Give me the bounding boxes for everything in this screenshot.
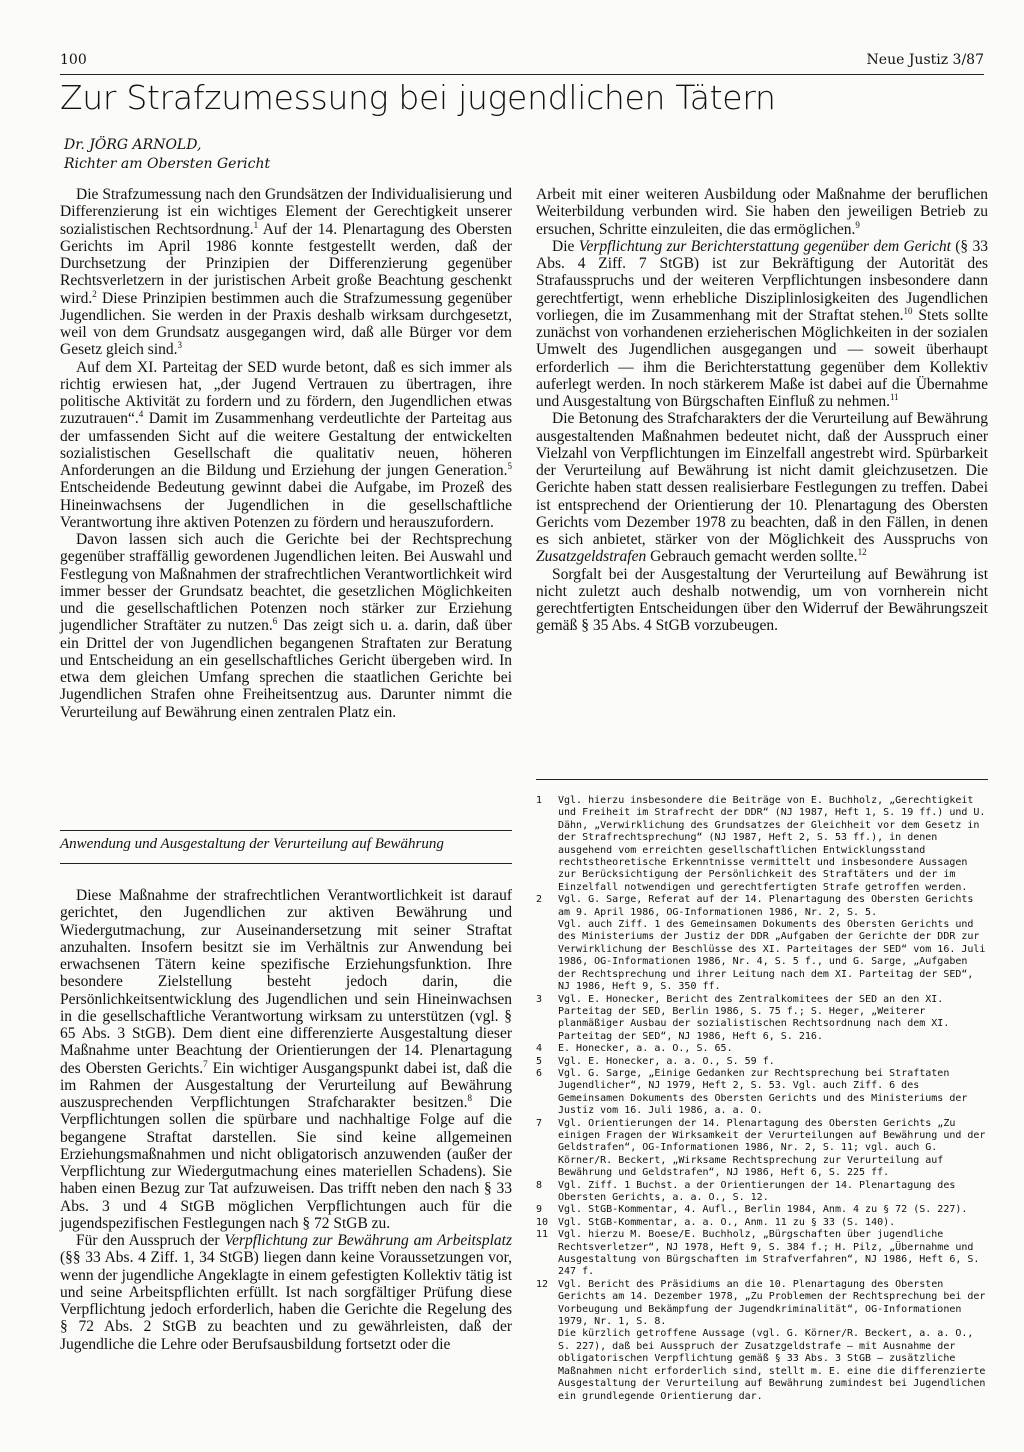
footnotes	[536, 795, 988, 1403]
header-rule	[60, 74, 984, 75]
footnote	[536, 1056, 988, 1068]
footnote-number	[536, 919, 558, 993]
article-title: Zur Strafzumessung bei jugendlichen Tätern	[60, 78, 776, 117]
footnote	[536, 1217, 988, 1229]
footnote-rule	[536, 779, 988, 780]
footnote-text: Vgl. auch Ziff. 1 des Gemeinsamen Dokuments des Obersten Gerichts und des Ministeriums der Justiz der DDR „Aufgaben der Gerichte der DDR zur Verwirklichung der Beschlüsse des XI. Parteitages der SED“ vom 16. Juli 1986, OG-Informationen 1986, Nr. 4, S. 5 f., und G. Sarge, „Aufgaben der Rechtsprechung und ihrer Leitung nach dem XI. Parteitag der SED“, NJ 1986, Heft 9, S. 350 ff.	[558, 919, 986, 993]
footnote	[536, 1068, 988, 1118]
footnote-text: Vgl. hierzu M. Boese/E. Buchholz, „Bürgschaften über jugendliche Rechtsverletzer“, NJ 1978, Heft 9, S. 384 f.; H. Pilz, „Übernahme und Ausgestaltung von Bürgschaften im Strafverfahren“, NJ 1986, Heft 6, S. 247 f.	[558, 1229, 980, 1278]
footnote	[536, 1279, 988, 1329]
footnote-number: 9	[536, 1204, 543, 1216]
footnote	[536, 994, 988, 1044]
footnote-text: E. Honecker, a. a. O., S. 65.	[558, 1043, 733, 1055]
footnote	[536, 1043, 988, 1055]
left-column-continued	[60, 887, 512, 1353]
footnote-number: 10	[536, 1216, 549, 1228]
footnote-text: Vgl. E. Honecker, Bericht des Zentralkomitees der SED an den XI. Parteitag der SED, Berlin 1986, S. 75 f.; S. Heger, „Weiterer planmäßiger Ausbau der sozialistischen Rechtsordnung nach dem XI. Parteitag der SED“, NJ 1986, Heft 6, S. 216.	[558, 993, 950, 1042]
paragraph: Diese Maßnahme der strafrechtlichen Verantwortlichkeit ist darauf gerichtet, den Jugendlichen zur aktiven Bewährung und Wiedergutmachung, zur Auseinandersetzung mit seiner Straftat anzuhalten. Insofern besitzt sie im Verhältnis zur Anwendung bei erwachsenen Tätern keine spezifische Erziehungsfunktion. Ihre besondere Zielstellung besteht jedoch darin, die Persönlichkeitsentwicklung des Jugendlichen und sein Hineinwachsen in die gesellschaftliche Verantwortung wirksam zu unterstützen (vgl. § 65 Abs. 3 StGB). Dem dient eine differenzierte Ausgestaltung dieser Maßnahme unter Beachtung der Orientierungen der 14. Plenartagung des Obersten Gerichts.$^7$ Ein wichtiger Ausgangspunkt dabei ist, daß die im Rahmen der Ausgestaltung der Verurteilung auf Bewährung auszusprechenden Verpflichtungen Strafcharakter besitzen.$^8$ Die Verpflichtungen sollen die spürbare und nachhaltige Folge auf die begangene Straftat darstellen. Sie sind keine allgemeinen Erziehungsmaßnahmen und nicht obligatorisch anzuwenden (außer der Verpflichtung zur Wiedergutmachung eines materiellen Schadens). Sie haben einen Bezug zur Tat aufzuweisen. Das trifft neben den nach § 33 Abs. 3 und 4 StGB möglichen Verpflichtungen auch für die jugendspezifischen Festlegungen nach § 72 StGB zu.	[60, 887, 512, 1232]
footnote-text: Vgl. StGB-Kommentar, 4. Aufl., Berlin 1984, Anm. 4 zu § 72 (S. 227).	[558, 1204, 968, 1216]
paragraph: Die Strafzumessung nach den Grundsätzen der Individualisierung und Differenzierung ist ein wichtiges Element der Gerechtigkeit unserer sozialistischen Rechtsordnung.$^1$ Auf der 14. Plenartagung des Obersten Gerichts im April 1986 konnte festgestellt werden, daß der Durchsetzung der Prinzipien der Differenzierung gegenüber Rechtsverletzern in der juristischen Arbeit große Beachtung geschenkt wird.$^2$ Diese Prinzipien bestimmen auch die Strafzumessung gegenüber Jugendlichen. Sie werden in der Praxis deshalb wirksam durchgesetzt, weil von dem Grundsatz ausgegangen wird, daß alle Bürger vor dem Gesetz gleich sind.$^3$	[60, 186, 512, 359]
subheading-text: Anwendung und Ausgestaltung der Verurteilung auf Bewährung	[60, 836, 444, 852]
paragraph: Arbeit mit einer weiteren Ausbildung oder Maßnahme der beruflichen Weiterbildung verbunden wird. Sie haben den jeweiligen Betrieb zu ersuchen, Schritte einzuleiten, die das ermöglichen.$^9$	[536, 186, 988, 238]
footnote-text: Vgl. Ziff. 1 Buchst. a der Orientierungen der 14. Plenartagung des Obersten Gerichts, a. a. O., S. 12.	[558, 1179, 956, 1203]
footnote	[536, 1180, 988, 1205]
footnote-number: 4	[536, 1043, 543, 1055]
journal-issue: Neue Justiz 3/87	[866, 52, 984, 68]
footnote-number: 8	[536, 1179, 543, 1191]
footnote-text: Vgl. StGB-Kommentar, a. a. O., Anm. 11 zu § 33 (S. 140).	[558, 1216, 896, 1228]
author-block	[64, 136, 270, 174]
footnote-text: Vgl. G. Sarge, „Einige Gedanken zur Rechtsprechung bei Straftaten Jugendlicher“, NJ 1979, Heft 2, S. 53. Vgl. auch Ziff. 6 des Gemeinsamen Dokuments des Obersten Gerichts und des Ministeriums der Justiz vom 16. Juli 1986, a. a. O.	[558, 1067, 968, 1117]
footnote-number: 3	[536, 993, 543, 1005]
author-role: Richter am Obersten Gericht	[64, 156, 271, 172]
footnote-number: 2	[536, 894, 543, 906]
section-subheading	[60, 830, 512, 864]
footnote-text: Vgl. hierzu insbesondere die Beiträge von E. Buchholz, „Gerechtigkeit und Freiheit im Strafrecht der DDR“ (NJ 1987, Heft 1, S. 19 ff.) und U. Dähn, „Verwirklichung des Grundsatzes der Gleichheit vor dem Gesetz in der Strafrechtsprechung“ (NJ 1987, Heft 2, S. 53 ff.), in denen ausgehend vom erreichten gesellschaftlichen Entwicklungsstand rechtstheoretische Erkenntnisse vermittelt und insbesondere Aussagen zur Berücksichtigung der Persönlichkeit des Straftäters und der im Einzelfall notwendigen und gerechtfertigten Strafe getroffen werden.	[558, 795, 986, 893]
footnote	[536, 1229, 988, 1279]
footnote	[536, 795, 988, 894]
left-column	[60, 186, 512, 721]
footnote-number: 11	[536, 1229, 549, 1241]
footnote-number: 7	[536, 1117, 543, 1129]
footnote-text: Vgl. Orientierungen der 14. Plenartagung des Obersten Gerichts „Zu einigen Fragen der Wirksamkeit der Verurteilungen auf Bewährung und der Geldstrafen“, OG-Informationen 1986, Nr. 2, S. 11; vgl. auch G. Körner/R. Beckert, „Wirksame Rechtsprechung zur Verurteilung auf Bewährung und Geldstrafen“, NJ 1986, Heft 6, S. 225 ff.	[558, 1117, 986, 1179]
paragraph: Davon lassen sich auch die Gerichte bei der Rechtsprechung gegenüber straffällig gewordenen Jugendlichen leiten. Bei Auswahl und Festlegung von Maßnahmen der strafrechtlichen Verantwortlichkeit wird immer besser der Grundsatz beachtet, die gesetzlichen Möglichkeiten und die gesellschaftlichen Potenzen noch stärker zur Erziehung jugendlicher Straftäter zu nutzen.$^6$ Das zeigt sich u. a. darin, daß über ein Drittel der von Jugendlichen begangenen Straftaten zur Beratung und Entscheidung an ein gesellschaftliches Gericht übergeben wird. In etwa dem gleichen Umfang sprechen die staatlichen Gerichte bei Jugendlichen Strafen ohne Freiheitsentzug aus. Darunter nimmt die Verurteilung auf Bewährung einen zentralen Platz ein.	[60, 531, 512, 721]
footnote	[536, 919, 988, 993]
right-column	[536, 186, 988, 635]
author-name: Dr. JÖRG ARNOLD,	[64, 137, 202, 153]
footnote-number: 5	[536, 1055, 543, 1067]
footnote	[536, 1204, 988, 1216]
footnote	[536, 894, 988, 919]
paragraph: Auf dem XI. Parteitag der SED wurde betont, daß es sich immer als richtig erwiesen hat, „der Jugend Vertrauen zu übertragen, ihre politische Aktivität zu fordern und zu fördern, den Jugendlichen etwas zuzutrauen“.$^4$ Damit im Zusammenhang verdeutlichte der Parteitag aus der umfassenden Sicht auf die weitere Gestaltung der entwickelten sozialistischen Gesellschaft die qualitativ neuen, höheren Anforderungen an die Bildung und Erziehung der jungen Generation.$^5$ Entscheidende Bedeutung gewinnt dabei die Aufgabe, im Prozeß des Hineinwachsens der Jugendlichen in die gesellschaftliche Verantwortung ihre aktiven Potenzen zu fördern und herauszufordern.	[60, 358, 512, 531]
footnote-number: 12	[536, 1278, 549, 1290]
subheading-rule-top	[60, 830, 512, 831]
subheading-rule-bottom	[60, 863, 512, 864]
paragraph: Die Betonung des Strafcharakters der die Verurteilung auf Bewährung ausgestaltenden Maßnahmen bedeutet nicht, daß der Ausspruch einer Vielzahl von Verpflichtungen im Einzelfall angestrebt wird. Spürbarkeit der Verurteilung auf Bewährung ist nicht damit gleichzusetzen. Die Gerichte haben statt dessen realisierbare Festlegungen zu treffen. Dabei ist entsprechend der Orientierung der 10. Plenartagung des Obersten Gerichts vom Dezember 1978 zu beachten, daß in den Fällen, in denen es sich anbietet, stärker von der Möglichkeit des Ausspruchs von Zusatzgeldstrafen Gebrauch gemacht werden sollte.$^{12}$	[536, 410, 988, 566]
footnote-text: Vgl. Bericht des Präsidiums an die 10. Plenartagung des Obersten Gerichts am 14. Dezember 1978, „Zu Problemen der Rechtsprechung bei der Vorbeugung und Bekämpfung der Jugendkriminalität“, OG-Informationen 1979, Nr. 1, S. 8.	[558, 1278, 986, 1328]
page-number: 100	[60, 52, 87, 68]
footnote	[536, 1118, 988, 1180]
footnote-text: Vgl. E. Honecker, a. a. O., S. 59 f.	[558, 1055, 775, 1067]
footnote	[536, 1328, 988, 1402]
paragraph: Die Verpflichtung zur Berichterstattung gegenüber dem Gericht (§ 33 Abs. 4 Ziff. 7 StGB) ist zur Bekräftigung der Autorität des Strafausspruchs und der weiteren Verpflichtungen insbesondere dann gerechtfertigt, wenn erhebliche Disziplinlosigkeiten des Jugendlichen vorliegen, die im Zusammenhang mit der Straftat stehen.$^{10}$ Stets sollte zunächst von vorhandenen erzieherischen Möglichkeiten in der sozialen Umwelt des Jugendlichen ausgegangen und — soweit überhaupt erforderlich — ihm die Berichterstattung gegenüber dem Kollektiv auferlegt werden. In noch stärkerem Maße ist dabei auf die Übernahme und Ausgestaltung von Bürgschaften Einfluß zu nehmen.$^{11}$	[536, 237, 989, 410]
footnote-text: Die kürzlich getroffene Aussage (vgl. G. Körner/R. Beckert, a. a. O., S. 227), daß bei Ausspruch der Zusatzgeldstrafe — mit Ausnahme der obligatorischen Verpflichtung gemäß § 33 Abs. 3 StGB — zusätzliche Maßnahmen nicht erforderlich sind, stellt m. E. eine die differenzierte Ausgestaltung der Verurteilung auf Bewährung zumindest bei Jugendlichen ein grundlegende Orientierung dar.	[558, 1328, 986, 1402]
footnote-text: Vgl. G. Sarge, Referat auf der 14. Plenartagung des Obersten Gerichts am 9. April 1986, OG-Informationen 1986, Nr. 2, S. 5.	[558, 894, 974, 918]
running-header	[60, 52, 984, 74]
footnote-number: 6	[536, 1067, 543, 1079]
paragraph: Für den Ausspruch der Verpflichtung zur Bewährung am Arbeitsplatz (§§ 33 Abs. 4 Ziff. 1, 34 StGB) liegen dann keine Voraussetzungen vor, wenn der jugendliche Angeklagte in einem gefestigten Kollektiv tätig ist und seine Arbeitspflichten erfüllt. Ist nach sorgfältiger Prüfung diese Verpflichtung jedoch erforderlich, haben die Gerichte die Regelung des § 72 Abs. 2 StGB zu beachten und zu gewährleisten, daß der Jugendliche die Lehre oder Berufsausbildung fortsetzt oder die	[60, 1232, 512, 1353]
footnote-number: 1	[536, 795, 543, 806]
footnote-number	[536, 1328, 558, 1402]
paragraph: Sorgfalt bei der Ausgestaltung der Verurteilung auf Bewährung ist nicht zuletzt auch deshalb notwendig, um von vornherein nicht gerechtfertigten Entscheidungen über den Widerruf der Bewährungszeit gemäß § 35 Abs. 4 StGB vorzubeugen.	[536, 565, 988, 635]
